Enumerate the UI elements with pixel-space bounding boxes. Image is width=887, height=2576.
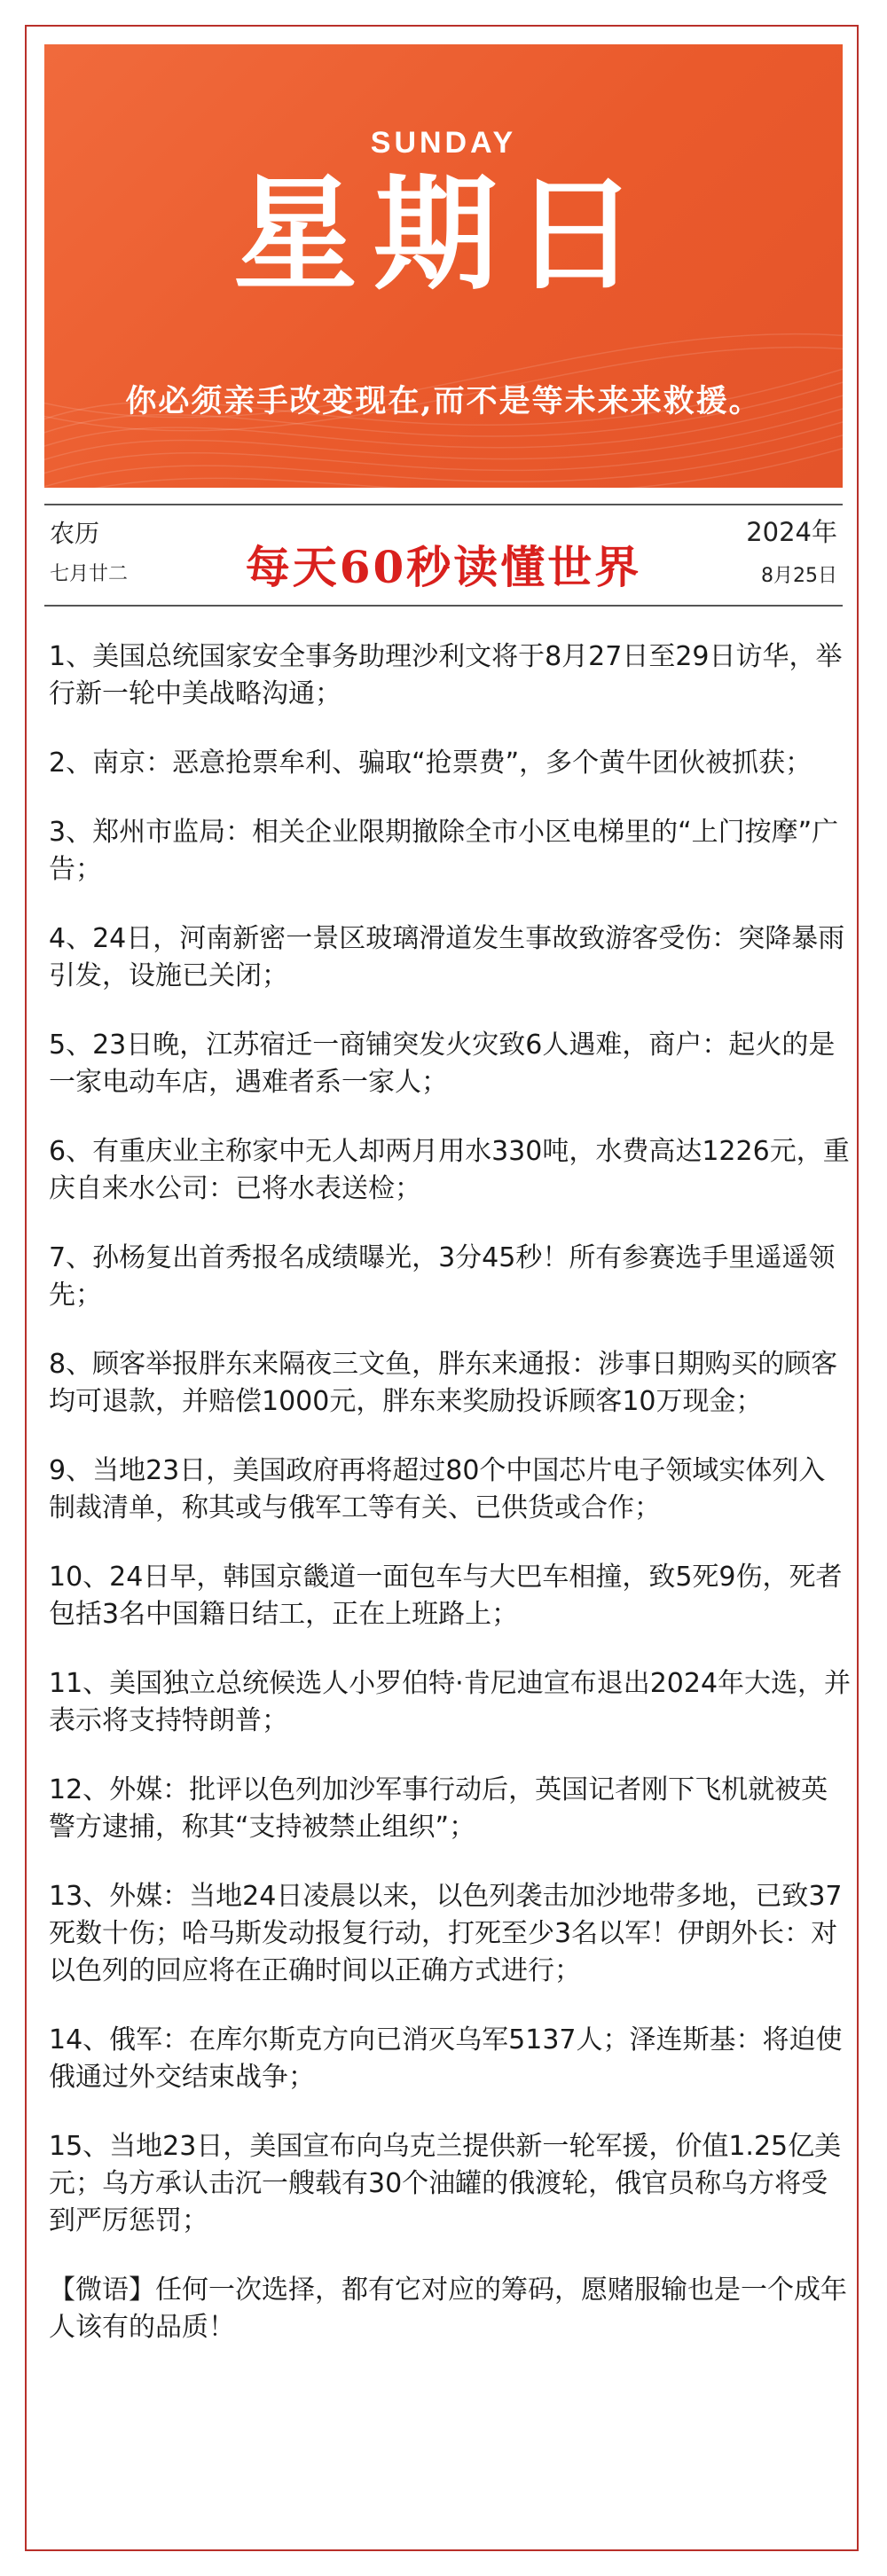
news-item: 11、美国独立总统候选人小罗伯特·肯尼迪宣布退出2024年大选，并表示将支持特朗普；: [49, 1668, 852, 1736]
lunar-label: 农历: [50, 519, 100, 548]
news-item: 14、俄军：在库尔斯克方向已消灭乌军5137人；泽连斯基：将迫使俄通过外交结束战争；: [49, 2024, 843, 2093]
motto: 你必须亲手改变现在,而不是等未来来救援。: [125, 383, 762, 419]
news-item: 6、有重庆业主称家中无人却两月用水330吨，水费高达1226元，重庆自来水公司：已将水表送检；: [49, 1136, 850, 1204]
lunar-date: 七月廿二: [50, 563, 129, 585]
page-title: 每天60秒读懂世界: [245, 541, 642, 593]
day-banner: [44, 44, 843, 488]
divider-top: [44, 504, 843, 505]
day-english: SUNDAY: [370, 126, 517, 160]
gregorian-date: 8月25日: [761, 565, 837, 587]
news-item: 10、24日早，韩国京畿道一面包车与大巴车相撞，致5死9伤，死者包括3名中国籍日结工，正在上班路上；: [49, 1562, 843, 1630]
divider-bottom: [44, 605, 843, 607]
news-item: 13、外媒：当地24日凌晨以来，以色列袭击加沙地带多地，已致37死数十伤；哈马斯发动报复行动，打死至少3名以军！伊朗外长：对以色列的回应将在正确时间以正确方式进行；: [49, 1881, 843, 1986]
news-item: 5、23日晚，江苏宿迁一商铺突发火灾致6人遇难，商户：起火的是一家电动车店，遇难者系一家人；: [49, 1030, 836, 1098]
news-item: 12、外媒：批评以色列加沙军事行动后，英国记者刚下飞机就被英警方逮捕，称其“支持被禁止组织”；: [49, 1774, 828, 1843]
news-item: 2、南京：恶意抢票牟利、骗取“抢票费”，多个黄牛团伙被抓获；: [49, 748, 812, 779]
news-item: 7、孙杨复出首秀报名成绩曝光，3分45秒！所有参赛选手里遥遥领先；: [49, 1242, 836, 1311]
news-list: [49, 638, 852, 2378]
day-chinese: 星期日: [232, 162, 654, 308]
news-item: 8、顾客举报胖东来隔夜三文鱼，胖东来通报：涉事日期购买的顾客均可退款，并赔偿1000元，胖东来奖励投诉顾客10万现金；: [49, 1349, 838, 1417]
daily-quote: 【微语】任何一次选择，都有它对应的筹码，愿赌服输也是一个成年人该有的品质！: [49, 2275, 847, 2343]
news-item: 9、当地23日，美国政府再将超过80个中国芯片电子领域实体列入制裁清单，称其或与俄军工等有关、已供货或合作；: [49, 1455, 826, 1523]
news-item: 1、美国总统国家安全事务助理沙利文将于8月27日至29日访华，举行新一轮中美战略沟通；: [49, 641, 843, 709]
news-item: 15、当地23日，美国宣布向乌克兰提供新一轮军援，价值1.25亿美元；乌方承认击沉一艘载有30个油罐的俄渡轮，俄官员称乌方将受到严厉惩罚；: [49, 2131, 842, 2236]
news-item: 3、郑州市监局：相关企业限期撤除全市小区电梯里的“上门按摩”广告；: [49, 817, 839, 885]
year: 2024年: [746, 517, 837, 547]
news-item: 4、24日，河南新密一景区玻璃滑道发生事故致游客受伤：突降暴雨引发，设施已关闭；: [49, 923, 845, 991]
